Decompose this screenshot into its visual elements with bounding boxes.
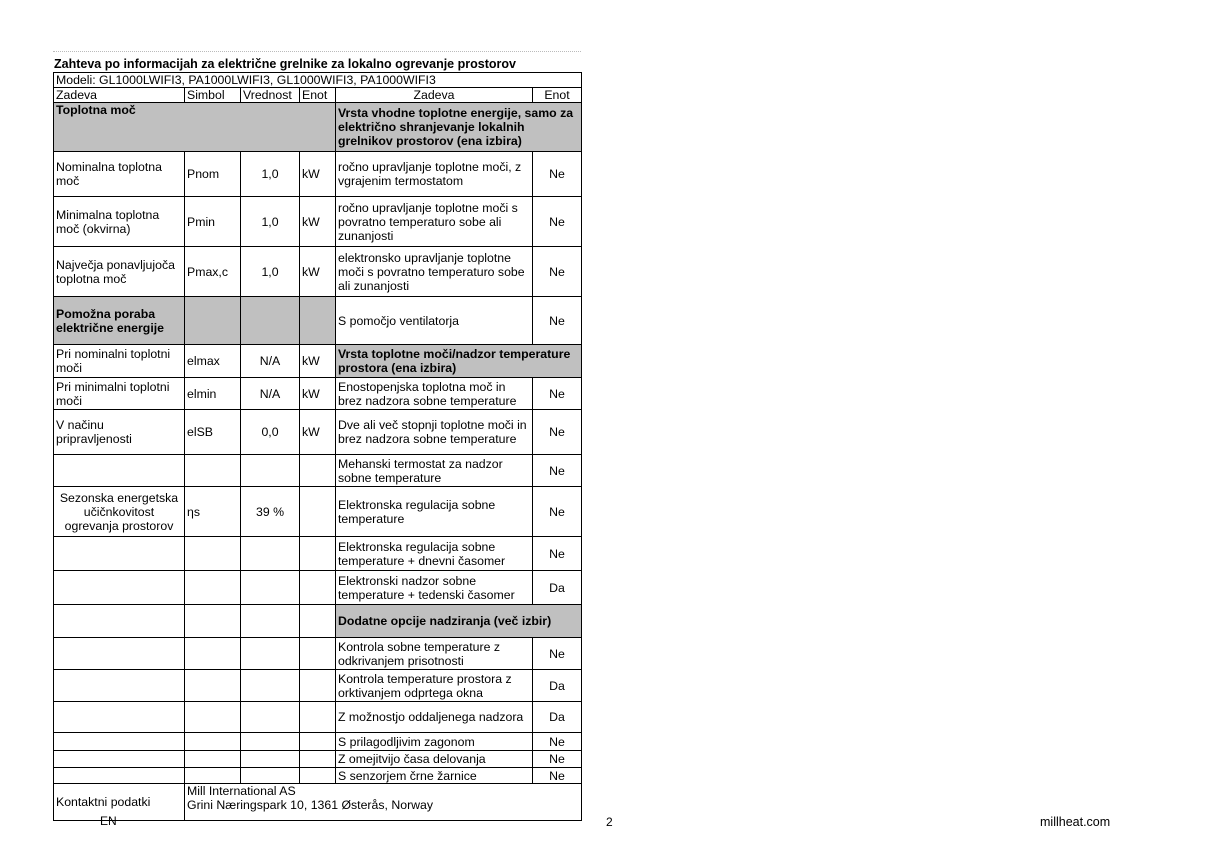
right-row-value: Ne xyxy=(533,733,582,751)
row-value: 1,0 xyxy=(241,247,300,297)
right-row-value: Ne xyxy=(533,197,582,247)
table-row xyxy=(54,197,582,247)
models-cell: Modeli: GL1000LWIFI3, PA1000LWIFI3, GL1000WIFI3, PA1000WIFI3 xyxy=(54,73,582,88)
table-row xyxy=(54,455,582,487)
right-row-text: ročno upravljanje toplotne moči s povratno temperaturo sobe ali zunanjosti xyxy=(336,197,533,247)
models-row xyxy=(54,73,582,88)
row-value: N/A xyxy=(241,345,300,378)
table-row xyxy=(54,410,582,455)
page-number: 2 xyxy=(606,815,613,829)
empty-cell xyxy=(241,605,300,638)
row-unit: kW xyxy=(300,197,336,247)
right-row-text: Z omejitvijo časa delovanja xyxy=(336,751,533,768)
contact-address: Grini Næringspark 10, 1361 Østerås, Norway xyxy=(187,798,434,812)
right-row-text: Elektronski nadzor sobne temperature + tedenski časomer xyxy=(336,571,533,605)
right-row-text: Enostopenjska toplotna moč in brez nadzora sobne temperature xyxy=(336,378,533,410)
right-row-text: Kontrola temperature prostora z orktivanjem odprtega okna xyxy=(336,670,533,702)
contact-company: Mill International AS xyxy=(187,784,296,798)
row-label: Minimalna toplotna moč (okvirna) xyxy=(54,197,185,247)
empty-cell xyxy=(54,751,185,768)
right-row-value: Da xyxy=(533,670,582,702)
empty-cell xyxy=(54,455,185,487)
right-row-text: Z možnostjo oddaljenega nadzora xyxy=(336,702,533,733)
empty-cell xyxy=(185,537,241,571)
empty-cell xyxy=(241,768,300,784)
section-dodatne: Dodatne opcije nadziranja (več izbir) xyxy=(336,605,582,638)
right-row-value: Ne xyxy=(533,297,582,345)
contact-row xyxy=(54,784,582,821)
right-row-text: Mehanski termostat za nadzor sobne temperature xyxy=(336,455,533,487)
right-row-text: ročno upravljanje toplotne moči, z vgrajenim termostatom xyxy=(336,152,533,197)
row-symbol: elmin xyxy=(185,378,241,410)
top-dotted-rule xyxy=(53,51,581,52)
row-unit: kW xyxy=(300,345,336,378)
right-row-value: Ne xyxy=(533,638,582,670)
table-row xyxy=(54,670,582,702)
header-simbol: Simbol xyxy=(185,88,241,103)
right-row-text: S senzorjem črne žarnice xyxy=(336,768,533,784)
empty-cell xyxy=(300,751,336,768)
empty-cell xyxy=(185,733,241,751)
row-label: Največja ponavljujoča toplotna moč xyxy=(54,247,185,297)
empty-cell xyxy=(241,297,300,345)
empty-cell xyxy=(300,455,336,487)
right-row-value: Da xyxy=(533,702,582,733)
spec-table xyxy=(53,72,582,821)
row-label: Pri nominalni toplotni moči xyxy=(54,345,185,378)
table-row xyxy=(54,605,582,638)
empty-cell xyxy=(300,537,336,571)
right-row-value: Ne xyxy=(533,410,582,455)
right-row-value: Ne xyxy=(533,768,582,784)
table-row xyxy=(54,247,582,297)
empty-cell xyxy=(241,638,300,670)
right-row-text: elektronsko upravljanje toplotne moči s povratno temperaturo sobe ali zunanjosti xyxy=(336,247,533,297)
empty-cell xyxy=(300,702,336,733)
empty-cell xyxy=(185,751,241,768)
right-row-value: Ne xyxy=(533,537,582,571)
row-value: N/A xyxy=(241,378,300,410)
section-vrsta-toplotne: Vrsta toplotne moči/nadzor temperature prostora (ena izbira) xyxy=(336,345,582,378)
row-unit: kW xyxy=(300,247,336,297)
section-vrsta-vhodne: Vrsta vhodne toplotne energije, samo za električno shranjevanje lokalnih grelnikov prostorov (ena izbira) xyxy=(336,103,582,152)
empty-cell xyxy=(241,455,300,487)
website-link[interactable]: millheat.com xyxy=(1040,815,1111,829)
table-row xyxy=(54,733,582,751)
row-symbol: elmax xyxy=(185,345,241,378)
row-symbol: Pmax,c xyxy=(185,247,241,297)
empty-cell xyxy=(300,670,336,702)
language-code: EN xyxy=(100,814,117,828)
right-row-text: S pomočjo ventilatorja xyxy=(336,297,533,345)
table-row xyxy=(54,345,582,378)
row-value: 1,0 xyxy=(241,152,300,197)
row-label: V načinu pripravljenosti xyxy=(54,410,185,455)
empty-cell xyxy=(54,702,185,733)
empty-cell xyxy=(241,670,300,702)
document-title: Zahteva po informacijah za električne grelnike za lokalno ogrevanje prostorov xyxy=(54,57,516,71)
empty-cell xyxy=(300,605,336,638)
empty-cell xyxy=(241,751,300,768)
header-zadeva: Zadeva xyxy=(54,88,185,103)
right-row-text: Kontrola sobne temperature z odkrivanjem prisotnosti xyxy=(336,638,533,670)
empty-cell xyxy=(241,702,300,733)
section-toplotna-moc: Toplotna moč xyxy=(54,103,336,152)
right-row-value: Ne xyxy=(533,378,582,410)
right-row-value: Ne xyxy=(533,487,582,537)
empty-cell xyxy=(241,733,300,751)
empty-cell xyxy=(300,571,336,605)
row-unit: kW xyxy=(300,378,336,410)
row-value: 39 % xyxy=(241,487,300,537)
empty-cell xyxy=(300,638,336,670)
section-pomozna: Pomožna poraba električne energije xyxy=(54,297,185,345)
row-value: 0,0 xyxy=(241,410,300,455)
empty-cell xyxy=(185,670,241,702)
empty-cell xyxy=(185,638,241,670)
header-zadeva-right: Zadeva xyxy=(336,88,533,103)
table-row xyxy=(54,702,582,733)
contact-label: Kontaktni podatki xyxy=(54,784,185,821)
empty-cell xyxy=(54,638,185,670)
right-row-value: Ne xyxy=(533,247,582,297)
table-row xyxy=(54,638,582,670)
row-symbol: elSB xyxy=(185,410,241,455)
row-symbol: ηs xyxy=(185,487,241,537)
right-row-text: Elektronska regulacija sobne temperature xyxy=(336,487,533,537)
row-label: Pri minimalni toplotni moči xyxy=(54,378,185,410)
row-unit: kW xyxy=(300,152,336,197)
empty-cell xyxy=(241,571,300,605)
row-symbol: Pnom xyxy=(185,152,241,197)
empty-cell xyxy=(54,605,185,638)
right-row-value: Ne xyxy=(533,152,582,197)
empty-cell xyxy=(54,768,185,784)
table-row xyxy=(54,152,582,197)
section-row-pomozna xyxy=(54,297,582,345)
empty-cell xyxy=(185,571,241,605)
table-row xyxy=(54,537,582,571)
empty-cell xyxy=(54,537,185,571)
empty-cell xyxy=(185,768,241,784)
right-row-value: Ne xyxy=(533,751,582,768)
table-row xyxy=(54,571,582,605)
empty-cell xyxy=(300,733,336,751)
right-row-text: Dve ali več stopnji toplotne moči in brez nadzora sobne temperature xyxy=(336,410,533,455)
row-unit xyxy=(300,487,336,537)
row-symbol: Pmin xyxy=(185,197,241,247)
empty-cell xyxy=(54,571,185,605)
table-row xyxy=(54,768,582,784)
empty-cell xyxy=(300,297,336,345)
right-row-text: S prilagodljivim zagonom xyxy=(336,733,533,751)
row-label: Sezonska energetska učičnkovitost ogrevanja prostorov xyxy=(54,487,185,537)
table-row xyxy=(54,487,582,537)
header-row xyxy=(54,88,582,103)
section-row-toplotna xyxy=(54,103,582,152)
row-unit: kW xyxy=(300,410,336,455)
right-row-text: Elektronska regulacija sobne temperature + dnevni časomer xyxy=(336,537,533,571)
empty-cell xyxy=(185,702,241,733)
header-vrednost: Vrednost xyxy=(241,88,300,103)
right-row-value: Da xyxy=(533,571,582,605)
empty-cell xyxy=(54,733,185,751)
empty-cell xyxy=(185,605,241,638)
empty-cell xyxy=(241,537,300,571)
table-row xyxy=(54,751,582,768)
empty-cell xyxy=(54,670,185,702)
empty-cell xyxy=(300,768,336,784)
empty-cell xyxy=(185,297,241,345)
empty-cell xyxy=(185,455,241,487)
contact-info xyxy=(185,784,582,821)
right-row-value: Ne xyxy=(533,455,582,487)
header-enot: Enot xyxy=(300,88,336,103)
row-value: 1,0 xyxy=(241,197,300,247)
row-label: Nominalna toplotna moč xyxy=(54,152,185,197)
header-enot-right: Enot xyxy=(533,88,582,103)
table-row xyxy=(54,378,582,410)
